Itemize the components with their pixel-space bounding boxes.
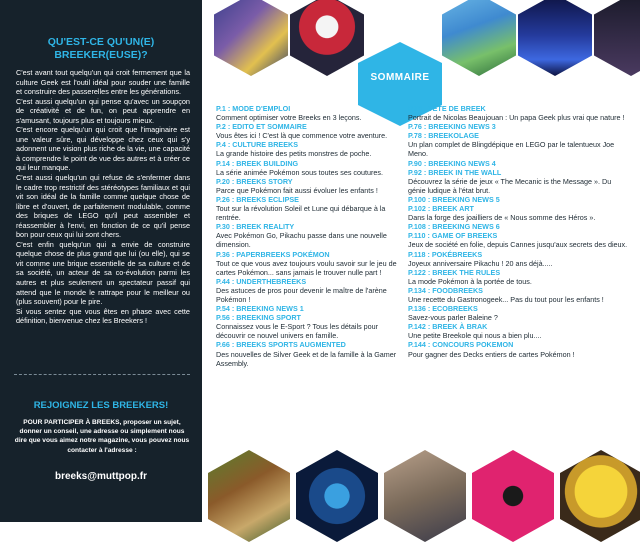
paragraph: C'est avant tout quelqu'un qui croit fermement que la culture Geek est l'outil idéal pour souder une famille et construire des passerelles entre les générations. bbox=[16, 68, 190, 97]
toc-entry[interactable] bbox=[216, 140, 402, 158]
toc-entry-title: P.102 : BREEK ART bbox=[408, 204, 474, 214]
toc-entry-description: Tout sur la révolution Soleil et Lune qui débarque à la rentrée. bbox=[216, 204, 386, 223]
toc-entry-description: Une petite Breekole qui nous a bien plu.... bbox=[408, 331, 542, 341]
toc-entry[interactable] bbox=[408, 131, 630, 158]
toc-entry-title: P.136 : ECOBREEKS bbox=[408, 304, 478, 314]
pokemon-scene-image bbox=[442, 0, 516, 76]
join-title: REJOIGNEZ LES BREEKERS! bbox=[33, 400, 169, 411]
toc-entry-title: P.30 : BREEK REALITY bbox=[216, 222, 295, 232]
toc-entry-title: P.92 : BREEK IN THE WALL bbox=[408, 167, 502, 177]
toc-entry-description: Dans la forge des joailliers de « Nous somme des Héros ». bbox=[408, 213, 596, 223]
toc-entry-description: Tout ce que vous avez toujours voulu savoir sur le jeu de cartes Pokémon... sans jamais le trouver nulle part ! bbox=[216, 258, 397, 277]
left-panel bbox=[0, 0, 202, 522]
toc-entry-title: P.76 : BREEKING NEWS 3 bbox=[408, 122, 496, 132]
toc-entry-description: Vous êtes ici ! C'est là que commence votre aventure. bbox=[216, 131, 388, 141]
toc-entry[interactable] bbox=[408, 250, 630, 268]
toc-entry-description: La grande histoire des petits monstres de poche. bbox=[216, 149, 372, 159]
paragraph: C'est aussi quelqu'un qui refuse de s'enfermer dans le cadre trop restrictif des stéréotypes familiaux et qui vit son idéal de la famille comme quelque chose de libre et d'ouvert, de parfaitement modulable, comme des briques de LEGO qu'il peut assembler et réassembler à l'envi, en fonction de ce qu'il pense bon pour ceux qui lui sont chers. bbox=[16, 173, 190, 240]
toc-entry[interactable] bbox=[216, 222, 402, 249]
breeker-definition-text bbox=[16, 68, 190, 326]
esport-stage-image bbox=[518, 0, 592, 76]
toc-entry-title: P.4 : CULTURE BREEKS bbox=[216, 140, 299, 150]
deadpool-image bbox=[472, 450, 554, 542]
corner-image bbox=[594, 0, 640, 76]
toc-entry-title: P.26 : BREEKS ECLIPSE bbox=[216, 194, 299, 204]
toc-entry[interactable] bbox=[216, 340, 402, 367]
pokemon-figurines-image bbox=[214, 0, 288, 76]
toc-entry-description: Comment optimiser votre Breeks en 3 leçons. bbox=[216, 113, 362, 123]
toc-entry-description: Des astuces de pros pour devenir le maître de l'arène Pokémon ! bbox=[216, 285, 387, 304]
toc-entry-title: P.78 : BREEKOLAGE bbox=[408, 131, 479, 141]
toc-entry[interactable] bbox=[216, 277, 402, 304]
toc-entry-title: P.36 : PAPERBREEKS POKÉMON bbox=[216, 249, 330, 259]
toc-entry[interactable] bbox=[216, 313, 402, 340]
toc-entry[interactable] bbox=[408, 204, 630, 222]
toc-entry-description: Jeux de société en folie, depuis Cannes jusqu'aux secrets des dieux. bbox=[408, 240, 628, 250]
toc-entry-description: Parce que Pokémon fait aussi évoluer les enfants ! bbox=[216, 185, 378, 195]
toc-entry-title: P.1 : MODE D'EMPLOI bbox=[216, 104, 291, 113]
toc-entry[interactable] bbox=[408, 231, 630, 249]
paragraph: C'est encore quelqu'un qui croit que l'imaginaire est une valeur sûre, qui développe chez ceux qui s'y adonnent une vision plus riche de la vie, une capacité à comprendre le point de vue des autres et à créer ce qui leur manque. bbox=[16, 125, 190, 173]
toc-entry[interactable] bbox=[216, 177, 402, 195]
toc-entry[interactable] bbox=[408, 286, 630, 304]
toc-entry[interactable] bbox=[408, 340, 630, 358]
breeker-definition-title: QU'EST-CE QU'UN(E) BREEKER(EUSE)? bbox=[47, 36, 155, 61]
toc-column-left bbox=[216, 104, 402, 368]
toc-entry-title: P.122 : BREEK THE RULES bbox=[408, 267, 501, 277]
toc-entry[interactable] bbox=[216, 250, 402, 277]
lego-build-image bbox=[208, 450, 290, 542]
boardgame-image bbox=[384, 450, 466, 542]
toc-entry[interactable] bbox=[216, 122, 402, 140]
toc-entry-title: P.44 : UNDERTHEBREEKS bbox=[216, 276, 307, 286]
toc-entry-description: La mode Pokémon à la portée de tous. bbox=[408, 276, 532, 286]
toc-entry[interactable] bbox=[216, 304, 402, 313]
toc-entry-title: P.100 : BREEKING NEWS 5 bbox=[408, 194, 500, 204]
toc-entry-description: Portrait de Nicolas Beaujouan : Un papa Geek plus vrai que nature ! bbox=[408, 113, 625, 123]
toc-entry-title: P.54 : BREEKING NEWS 1 bbox=[216, 304, 304, 314]
toc-entry[interactable] bbox=[408, 322, 630, 340]
toc-entry-title: P.20 : BREEKS STORY bbox=[216, 176, 293, 186]
toc-entry[interactable] bbox=[216, 195, 402, 222]
toc-entry-title: P.90 : BREEKING NEWS 4 bbox=[408, 158, 496, 168]
toc-entry[interactable] bbox=[408, 159, 630, 168]
toc-entry-description: Découvrez la série de jeux « The Mecanic is the Message ». Du génie ludique à l'état brut. bbox=[408, 176, 612, 195]
toc-entry-description: Des nouvelles de Silver Geek et de la famille à la Gamer Assembly. bbox=[216, 349, 397, 368]
toc-entry-title: P.118 : POKÉBREEKS bbox=[408, 249, 483, 259]
toc-entry-title: P.142 : BREEK À BRAK bbox=[408, 322, 488, 332]
toc-entry-title: P.66 : BREEKS SPORTS AUGMENTED bbox=[216, 340, 346, 350]
contact-email-link[interactable]: breeks@muttpop.fr bbox=[55, 471, 147, 482]
toc-entry-description: Connaissez vous le E-Sport ? Tous les détails pour découvrir ce nouvel univers en famille. bbox=[216, 322, 379, 341]
toc-entry-description: Joyeux anniversaire Pikachu ! 20 ans déjà..... bbox=[408, 258, 553, 268]
toc-entry[interactable] bbox=[408, 222, 630, 231]
toc-entry[interactable] bbox=[408, 268, 630, 286]
toc-entry[interactable] bbox=[216, 159, 402, 177]
toc-entry[interactable] bbox=[408, 304, 630, 322]
jewelry-image bbox=[296, 450, 378, 542]
toc-entry-description: Savez-vous parler Baleine ? bbox=[408, 313, 498, 323]
toc-entry-description: Une recette du Gastronogeek... Pas du tout pour les enfants ! bbox=[408, 294, 604, 304]
toc-entry-title: P.56 : BREEKING SPORT bbox=[216, 313, 301, 323]
paragraph: C'est enfin quelqu'un qui a envie de construire quelque chose de plus grand que lui (ou elle), qui se vit comme une brique essentielle de sa culture et de sa société, un acteur de sa co-évolution parmi les autres et plus seulement un spectateur passif qui attend que le monde le rattrape pour le meilleur ou (plus souvent) pour le pire. bbox=[16, 239, 190, 307]
toc-entry[interactable] bbox=[408, 104, 630, 122]
divider bbox=[14, 374, 190, 375]
pokeball-image bbox=[290, 0, 364, 76]
sommaire-title: SOMMAIRE bbox=[370, 72, 430, 83]
toc-entry-title: P.108 : BREEKING NEWS 6 bbox=[408, 222, 500, 232]
join-text: POUR PARTICIPER À BREEKS, proposer un sujet, donner un conseil, une adresse ou simplement nous dire que vous aimez notre magazine, vous pouvez nous contacter à l'adresse : bbox=[14, 419, 190, 454]
toc-entry[interactable] bbox=[216, 104, 402, 122]
toc-entry-description: Pour gagner des Decks entiers de cartes Pokémon ! bbox=[408, 349, 575, 359]
toc-entry-title: P.144 : CONCOURS POKEMON bbox=[408, 340, 514, 350]
toc-entry-title: P.14 : BREEK BUILDING bbox=[216, 158, 299, 168]
toc-entry-description: Un plan complet de Blingdépique en LEGO par le talentueux Joe Meno. bbox=[408, 140, 615, 159]
pikachu-image bbox=[560, 450, 640, 542]
toc-entry-title: P.134 : FOODBREEKS bbox=[408, 285, 483, 295]
toc-entry-title: P.110 : GAME OF BREEKS bbox=[408, 231, 498, 241]
toc-entry-description: Avec Pokémon Go, Pikachu passe dans une nouvelle dimension. bbox=[216, 231, 387, 250]
toc-entry[interactable] bbox=[408, 195, 630, 204]
paragraph: Si vous sentez que vous êtes en phase avec cette définition, bienvenue chez les Breekers ! bbox=[16, 306, 190, 326]
toc-entry[interactable] bbox=[408, 168, 630, 195]
paragraph: C'est aussi quelqu'un qui pense qu'avec un soupçon de créativité et de fun, on peut apprendre en s'amusant, toujours plus et toujours mieux. bbox=[16, 96, 190, 125]
toc-entry-title: P.2 : EDITO ET SOMMAIRE bbox=[216, 122, 307, 132]
toc-entry-title: P.68 : TÊTE DE BREEK bbox=[408, 104, 486, 113]
toc-column-right bbox=[408, 104, 630, 359]
toc-entry[interactable] bbox=[408, 122, 630, 131]
toc-entry-description: La série animée Pokémon sous toutes ses coutures. bbox=[216, 167, 384, 177]
